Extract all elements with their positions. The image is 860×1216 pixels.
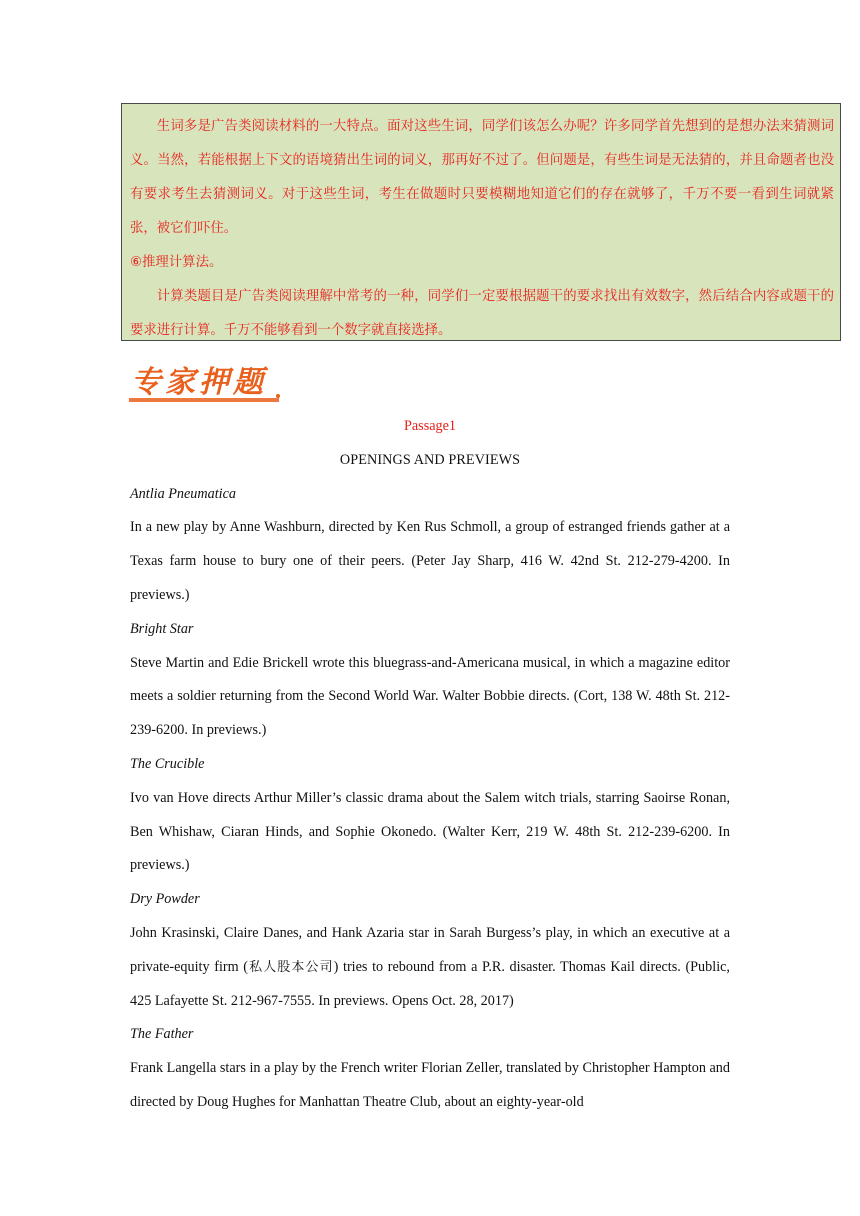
entry-body: Frank Langella stars in a play by the French writer Florian Zeller, translated by Christopher Hampton and directed by Doug Hughes for Manhattan Theatre Club, about an eighty-year-old — [130, 1060, 730, 1110]
entry-body: Ivo van Hove directs Arthur Miller’s classic drama about the Salem witch trials, starring Saoirse Ronan, Ben Whishaw, Ciaran Hinds, and Sophie Okonedo. (Walter Kerr, 219 W. 48th St. 212-239-6200. In previews.) — [130, 789, 730, 874]
expert-prediction-banner — [129, 360, 281, 404]
passage-title: OPENINGS AND PREVIEWS — [339, 451, 521, 468]
tip-heading: ⑥推理计算法。 — [130, 255, 223, 270]
entry-title: Dry Powder — [130, 891, 200, 908]
passage-label: Passage1 — [403, 418, 456, 434]
entry-title: The Father — [130, 1026, 194, 1043]
tip-paragraph: 计算类题目是广告类阅读理解中常考的一种，同学们一定要根据题干的要求找出有效数字，然后结合内容或题干的要求进行计算。千万不能够看到一个数字就直接选择。 — [130, 289, 834, 338]
entry-title: Antlia Pneumatica — [130, 485, 236, 502]
entry-body-text: John Krasinski, Claire Danes, and Hank Azaria star in Sarah Burgess’s play, in which an executive at a private-equity firm ( — [130, 924, 730, 975]
chinese-gloss: 私人股本公司 — [248, 959, 334, 975]
entry-title: Bright Star — [130, 620, 194, 637]
entry-body: In a new play by Anne Washburn, directed by Ken Rus Schmoll, a group of estranged friends gather at a Texas farm house to bury one of their peers. (Peter Jay Sharp, 416 W. 42nd St. 212-279-4200. In previews.) — [130, 519, 730, 603]
tip-paragraph: 生词多是广告类阅读材料的一大特点。面对这些生词，同学们该怎么办呢？许多同学首先想到的是想办法来猜测词义。当然，若能根据上下文的语境猜出生词的词义，那再好不过了。但问题是，有些生词是无法猜的，并且命题者也没有要求考生去猜测词义。对于这些生词，考生在做题时只要模糊地知道它们的存在就够了，千万不要一看到生词就紧张，被它们吓住。 — [130, 119, 834, 236]
entry-body: Steve Martin and Edie Brickell wrote this bluegrass-and-Americana musical, in which a magazine editor meets a soldier returning from the Second World War. Walter Bobbie directs. (Cort, 138 W. 48th St. 212-239-6200. In previews.) — [130, 654, 730, 739]
banner-title: 专家押题 — [131, 365, 267, 400]
tip-box — [121, 103, 841, 341]
entry-title: The Crucible — [130, 755, 205, 772]
passage — [130, 410, 730, 1120]
entry-body-text: ) tries to rebound from a P.R. disaster. Thomas Kail directs. (Public, 425 Lafayette St. 212-967-7555. In previews. Opens Oct. 28, 2017) — [130, 958, 730, 1009]
entry-body — [130, 917, 730, 1018]
